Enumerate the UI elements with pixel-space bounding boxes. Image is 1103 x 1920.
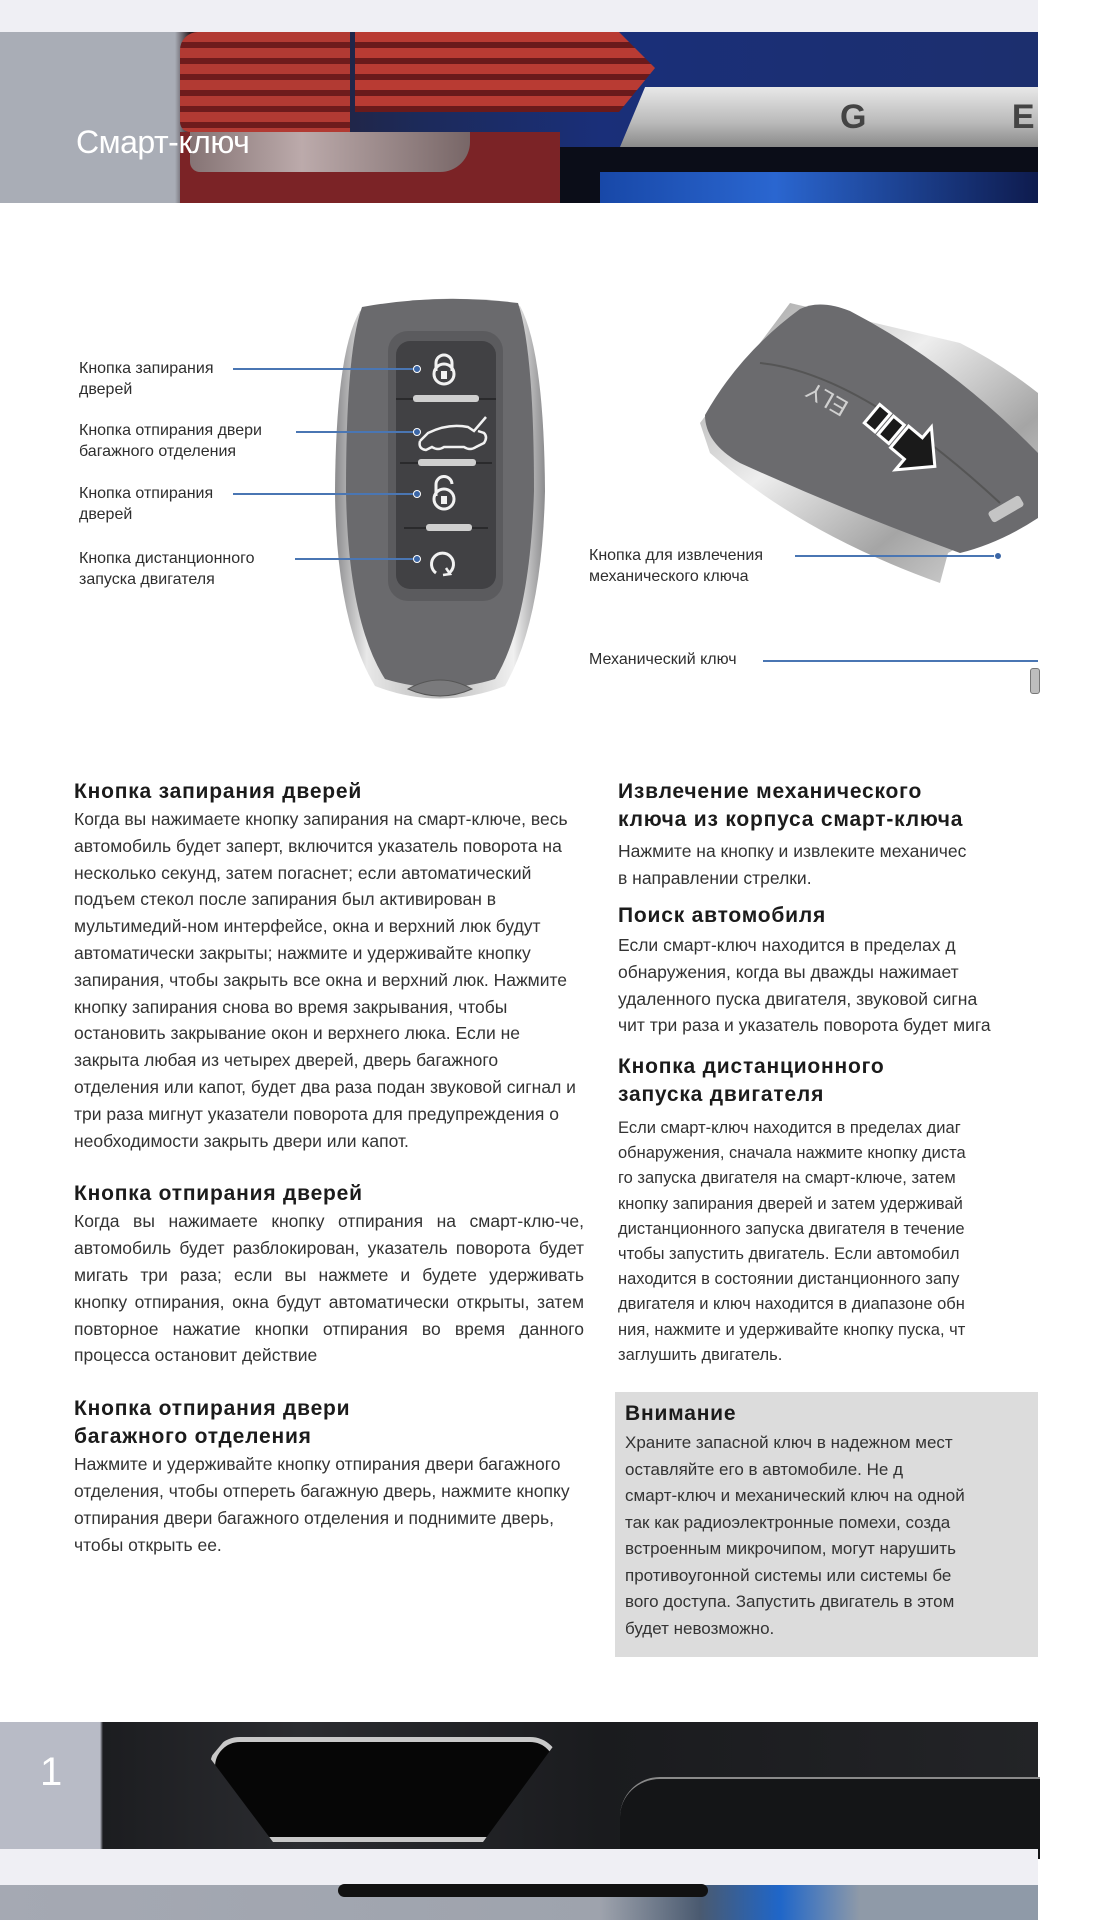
leader-line bbox=[233, 493, 417, 495]
page-number: 1 bbox=[40, 1750, 63, 1794]
fob-brand-text: ELY bbox=[801, 376, 853, 422]
leader-dot bbox=[413, 490, 421, 498]
section-heading: Кнопка отпирания двери багажного отделения bbox=[74, 1397, 351, 1449]
section-body: Нажмите и удерживайте кнопку отпирания двери багажного отделения, чтобы отпереть багажную дверь, нажмите кнопку отпирания двери багажного отделения и поднимите дверь, чтобы открыть ее. bbox=[74, 1454, 570, 1555]
emblem-letters: G E bbox=[840, 98, 1103, 136]
label-lock-button: Кнопка запирания дверей bbox=[79, 360, 214, 398]
leader-dot bbox=[994, 552, 1002, 560]
leader-line bbox=[296, 431, 417, 433]
label-remote-start-button: Кнопка дистанционного запуска двигателя bbox=[79, 550, 255, 588]
leader-line bbox=[763, 660, 1038, 662]
mechanical-key-image bbox=[1030, 668, 1040, 694]
section-heading: Извлечение механического ключа из корпуса смарт-ключа bbox=[618, 780, 964, 831]
left-column bbox=[74, 778, 584, 1558]
tail-lamp-image bbox=[355, 32, 655, 112]
section-body: Если смарт-ключ находится в пределах д обнаружения, когда вы дважды нажимает удаленного пуска двигателя, звуковой сигна чит три раза и указатель поворота будет мига bbox=[618, 935, 991, 1036]
note-body: Храните запасной ключ в надежном мест оставляйте его в автомобиле. Не д смарт-ключ и механический ключ на одной так как радиоэлектронные помехи, созда встроенным микрочипом, могут нарушить противоугонной системы или системы бе вого доступа. Запустить двигатель в этом будет невозможно. bbox=[625, 1433, 965, 1638]
page-gap bbox=[0, 1849, 1038, 1885]
leader-line bbox=[795, 555, 998, 557]
header-banner bbox=[0, 32, 1103, 203]
section-body: Когда вы нажимаете кнопку отпирания на смарт-клю-че, автомобиль будет разблокирован, указатель поворота будет мигать три раза; если вы нажмете и будете удерживать кнопку отпирания, окна будут автоматически открыты, затем повторное нажатие кнопки отпирания во время данного процесса остановит действие bbox=[74, 1211, 584, 1366]
leader-dot bbox=[413, 555, 421, 563]
label-release-button: Кнопка для извлечения механического ключа bbox=[589, 547, 763, 585]
section-heading: Кнопка отпирания дверей bbox=[74, 1182, 363, 1206]
section-heading: Поиск автомобиля bbox=[618, 904, 827, 927]
section-body: Если смарт-ключ находится в пределах диаг обнаружения, сначала нажмите кнопку диста го запуска двигателя на смарт-ключе, затем кнопку запирания дверей и затем удерживай дистанционного запуска двигателя в течение чтобы запустить двигатель. Если автомобил находится в состоянии дистанционного запу двигателя и ключ находится в диапазоне обн ния, нажмите и удерживайте кнопку пуска, чт заглушить двигатель. bbox=[618, 1119, 966, 1364]
exhaust-tip-image bbox=[210, 1737, 560, 1842]
section-body: Когда вы нажимаете кнопку запирания на смарт-ключе, весь автомобиль будет заперт, включится указатель поворота на несколько секунд, затем погаснет; если автоматический подъем стекол после запирания был активирован в мультимедий-ном интерфейсе, окна и верхний люк будут автоматически закрыты; нажмите и удерживайте кнопку запирания, чтобы закрыть все окна и верхний люк. Нажмите кнопку запирания снова во время закрывания, чтобы остановить закрывание окон и верхнего люка. Если не закрыта любая из четырех дверей, дверь багажного отделения или капот, будет два раза подан звуковой сигнал и три раза мигнут указатели поворота для предупреждения о необходимости закрыть двери или капот. bbox=[74, 809, 576, 1151]
leader-line bbox=[295, 558, 417, 560]
warning-note bbox=[615, 1392, 1038, 1657]
right-column bbox=[618, 778, 1038, 1378]
section-heading: Кнопка запирания дверей bbox=[74, 780, 363, 803]
footer-banner bbox=[0, 1722, 1038, 1849]
car-body-blue bbox=[600, 172, 1038, 203]
smart-key-diagram bbox=[0, 203, 1038, 743]
leader-dot bbox=[413, 365, 421, 373]
bumper-panel-image bbox=[620, 1777, 1040, 1859]
smart-key-fob-front bbox=[330, 291, 550, 711]
label-trunk-button: Кнопка отпирания двери багажного отделения bbox=[79, 422, 262, 460]
top-status-band bbox=[0, 0, 1038, 32]
leader-line bbox=[233, 368, 417, 370]
label-unlock-button: Кнопка отпирания дверей bbox=[79, 485, 214, 523]
tail-lamp-image bbox=[180, 32, 350, 132]
section-body: Нажмите на кнопку и извлеките механичес в направлении стрелки. bbox=[618, 841, 967, 888]
section-heading: Кнопка дистанционного запуска двигателя bbox=[618, 1055, 885, 1106]
home-indicator[interactable] bbox=[338, 1884, 708, 1897]
note-heading: Внимание bbox=[625, 1402, 737, 1425]
label-mechanical-key: Механический ключ bbox=[589, 651, 737, 668]
leader-dot bbox=[413, 428, 421, 436]
page-title: Смарт-ключ bbox=[76, 124, 250, 160]
